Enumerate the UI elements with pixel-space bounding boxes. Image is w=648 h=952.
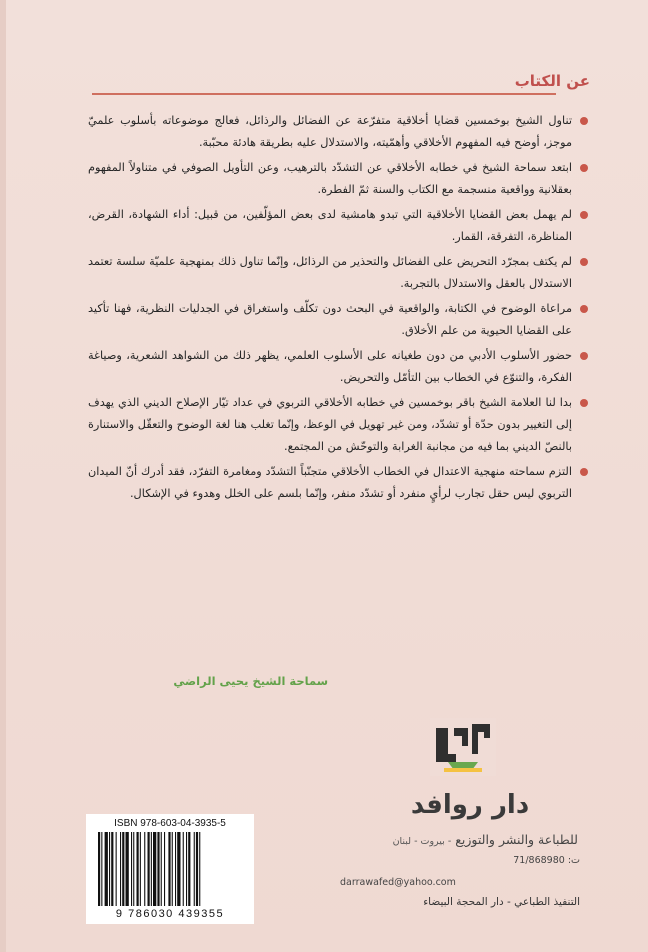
- heading-divider: [92, 93, 556, 95]
- barcode-bar: [168, 832, 170, 906]
- section-heading: عن الكتاب: [514, 72, 590, 90]
- list-item: لم يكتف بمجرّد التحريض على الفضائل والتحذير من الرذائل، وإنّما تناول ذلك بمنهجية علميّة سلسة تعتمد الاستدلال بالعقل والاستدلال بالتجربة.: [88, 251, 586, 295]
- barcode-bar: [120, 832, 121, 906]
- list-item: ابتعد سماحة الشيخ في خطابه الأخلاقي عن التشدّد بالترهيب، وعن التأويل الصوفي في متناولاً المفهوم بعقلانية وواقعية منسجمة مع الكتاب والسنة ثمّ الفطرة.: [88, 157, 586, 201]
- barcode-bar: [186, 832, 187, 906]
- list-item: تناول الشيخ بوخمسين قضايا أخلاقية متفرّعة عن الفضائل والرذائل، فعالج موضوعاته بأسلوب علميّ موجز، أوضح فيه المفهوم الأخلاقي وأهمّيته، والاستدلال عليه بطريقة هادئة محبّبة.: [88, 110, 586, 154]
- barcode-bar: [126, 832, 129, 906]
- bullet-dot-icon: [580, 352, 588, 360]
- barcode-bar: [161, 832, 162, 906]
- barcode-bar: [175, 832, 176, 906]
- barcode-bar: [177, 832, 180, 906]
- barcode-bar: [131, 832, 132, 906]
- printing-credit: التنفيذ الطباعي - دار المحجة البيضاء: [423, 896, 580, 908]
- barcode-bar: [137, 832, 139, 906]
- barcode-bar: [109, 832, 110, 906]
- publisher-logo: [430, 718, 496, 776]
- barcode-bar: [101, 832, 102, 906]
- list-item: حضور الأسلوب الأدبي من دون طغيانه على الأسلوب العلمي، يظهر ذلك من الشواهد الشعرية، وصياغة الفكرة، والتنوّع في الخطاب بين التأمّل والتحريض.: [88, 345, 586, 389]
- barcode-bar: [122, 832, 124, 906]
- bullet-dot-icon: [580, 468, 588, 476]
- barcode-bar: [196, 832, 198, 906]
- barcode-bar: [153, 832, 156, 906]
- list-item: لم يهمل بعض القضايا الأخلاقية التي تبدو هامشية لدى بعض المؤلّفين، من قبيل: أداء الشهادة، القرض، المناظرة، التفرقة، القمار.: [88, 204, 586, 248]
- barcode-bar: [111, 832, 113, 906]
- barcode-bar: [116, 832, 117, 906]
- bullet-dot-icon: [580, 305, 588, 313]
- barcode-bar: [98, 832, 100, 906]
- barcode-bar: [183, 832, 184, 906]
- bullet-dot-icon: [580, 211, 588, 219]
- barcode-bar: [172, 832, 173, 906]
- bullet-dot-icon: [580, 117, 588, 125]
- barcode-bar: [105, 832, 108, 906]
- spine-edge: [0, 0, 6, 952]
- author-signature: سماحة الشيخ يحيى الراضي: [173, 674, 328, 688]
- about-book-list: [88, 110, 586, 508]
- barcode-icon: [96, 832, 244, 906]
- list-item: مراعاة الوضوح في الكتابة، والواقعية في البحث دون تكلّف واستغراق في الجدليات النظرية، فهنا تأكيد على القضايا الحيوية من علم الأخلاق.: [88, 298, 586, 342]
- barcode-bar: [188, 832, 190, 906]
- barcode-bar: [148, 832, 150, 906]
- isbn-barcode: [86, 814, 254, 924]
- publisher-phone: ت: 71/868980: [513, 855, 580, 866]
- barcode-bar: [140, 832, 141, 906]
- barcode-bar: [164, 832, 165, 906]
- publisher-tagline: للطباعة والنشر والتوزيع: [455, 832, 578, 847]
- publisher-email: darrawafed@yahoo.com: [340, 877, 456, 888]
- barcode-bar: [151, 832, 152, 906]
- isbn-label: ISBN 978-603-04-3935-5: [114, 818, 226, 829]
- bullet-dot-icon: [580, 164, 588, 172]
- barcode-bar: [144, 832, 145, 906]
- bullet-dot-icon: [580, 258, 588, 266]
- isbn-digits: 9 786030 439355: [115, 908, 225, 920]
- barcode-bar: [194, 832, 195, 906]
- publisher-subtitle: [348, 832, 578, 847]
- bullet-dot-icon: [580, 399, 588, 407]
- publisher-name: دار روافد: [410, 790, 530, 820]
- barcode-bar: [133, 832, 134, 906]
- barcode-bar: [199, 832, 200, 906]
- list-item: بدا لنا العلامة الشيخ باقر بوخمسين في خطابه الأخلاقي التربوي في عداد تيّار الإصلاح الديني الذي يهدف إلى التغيير بدون حدّة أو تشدّد، ومن غير تهويل في الوعظ، وإنّما تغلب هنا لغة الوضوح والتعقّل والاستنارة بالنصّ الديني بما فيه من مجانبة الغرابة والتوحّش من المجتمع.: [88, 392, 586, 458]
- list-item: التزم سماحته منهجية الاعتدال في الخطاب الأخلاقي متجنّباً التشدّد ومغامرة التفرّد، فقد أدرك أنّ الميدان التربوي ليس حقل تجارب لرأيٍ منفرد أو تشدّد منفر، وإنّما بلسم على الخلل وهدوء في الإشكال.: [88, 461, 586, 505]
- barcode-bar: [157, 832, 159, 906]
- publisher-location: - بيروت - لبنان: [392, 836, 452, 847]
- publisher-logo-icon: [430, 718, 496, 776]
